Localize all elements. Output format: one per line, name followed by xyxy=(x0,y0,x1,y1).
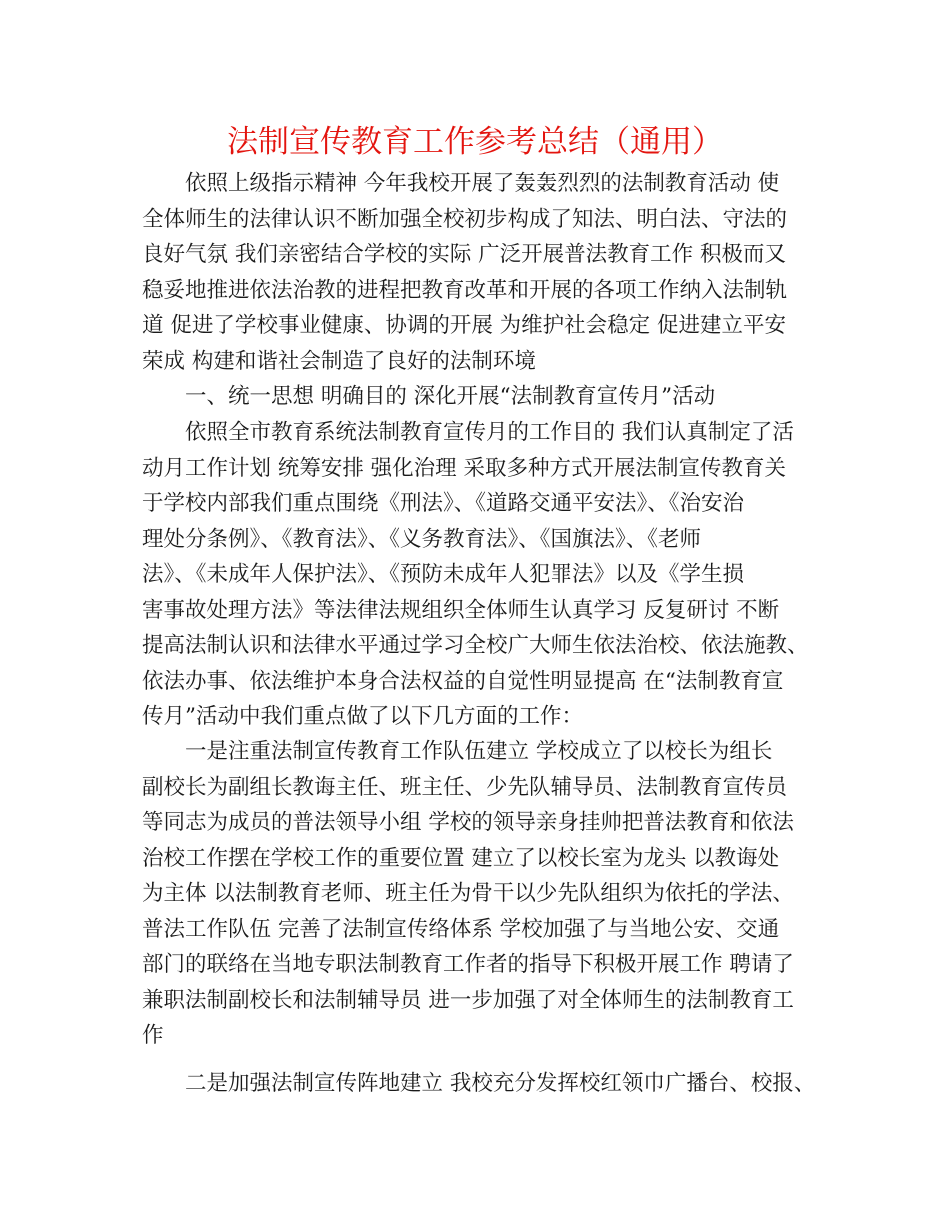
text-line: 提高法制认识和法律水平通过学习全校广大师生依法治校、依法施教、 xyxy=(142,633,809,658)
text-line: 法》、《未成年人保护法》、《预防未成年人犯罪法》以及《学生损 xyxy=(142,562,745,587)
text-line: 害事故处理方法》等法律法规组织全体师生认真学习 反复研讨 不断 xyxy=(142,597,780,623)
text-line: 道 促进了学校事业健康、协调的开展 为维护社会稳定 促进建立平安 xyxy=(142,313,787,338)
text-line: 荣成 构建和谐社会制造了良好的法制环境 xyxy=(142,348,536,374)
text-line: 稳妥地推进依法治教的进程把教育改革和开展的各项工作纳入法制轨 xyxy=(142,277,788,303)
section-heading xyxy=(142,379,832,415)
text-line: 副校长为副组长教诲主任、班主任、少先队辅导员、法制教育宣传员 xyxy=(142,774,788,800)
text-line: 依照上级指示精神 今年我校开展了轰轰烈烈的法制教育活动 使 xyxy=(185,171,780,196)
text-line: 等同志为成员的普法领导小组 学校的领导亲身挂帅把普法教育和依法 xyxy=(142,810,794,835)
paragraph-section-1 xyxy=(142,415,832,735)
text-line: 于学校内部我们重点围绕《刑法》、《道路交通平安法》、《治安治 xyxy=(142,491,745,516)
text-line: 普法工作队伍 完善了法制宣传络体系 学校加强了与当地公安、交通 xyxy=(142,916,780,942)
document-title: 法制宣传教育工作参考总结（通用） xyxy=(227,124,723,160)
text-line: 为主体 以法制教育老师、班主任为骨干以少先队组织为依托的学法、 xyxy=(142,881,794,906)
text-line: 兼职法制副校长和法制辅导员 进一步加强了对全体师生的法制教育工 xyxy=(142,987,794,1013)
text-line: 依照全市教育系统法制教育宣传月的工作目的 我们认真制定了活 xyxy=(185,420,794,445)
text-line: 作 xyxy=(142,1023,164,1048)
text-line: 部门的联络在当地专职法制教育工作者的指导下积极开展工作 聘请了 xyxy=(142,952,794,977)
text-line: 全体师生的法律认识不断加强全校初步构成了知法、明白法、守法的 xyxy=(142,206,788,232)
text-line: 治校工作摆在学校工作的重要位置 建立了以校长室为龙头 以教诲处 xyxy=(142,845,780,871)
text-line: 一、统一思想 明确目的 深化开展“法制教育宣传月”活动 xyxy=(185,384,716,409)
text-line: 一是注重法制宣传教育工作队伍建立 学校成立了以校长为组长 xyxy=(185,739,773,764)
text-line: 传月”活动中我们重点做了以下几方面的工作： xyxy=(142,704,583,729)
text-line: 依法办事、依法维护本身合法权益的自觉性明显提高 在“法制教育宣 xyxy=(142,668,784,694)
text-line: 二是加强法制宣传阵地建立 我校充分发挥校红领巾广播台、校报、 xyxy=(185,1071,816,1096)
paragraph-intro xyxy=(142,166,832,379)
paragraph-point-1 xyxy=(142,734,832,1054)
text-line: 理处分条例》、《教育法》、《义务教育法》、《国旗法》、《老师 xyxy=(142,526,702,552)
paragraph-point-2 xyxy=(142,1066,832,1102)
text-line: 动月工作计划 统筹安排 强化治理 采取多种方式开展法制宣传教育关 xyxy=(142,455,787,481)
text-line: 良好气氛 我们亲密结合学校的实际 广泛开展普法教育工作 积极而又 xyxy=(142,242,787,267)
